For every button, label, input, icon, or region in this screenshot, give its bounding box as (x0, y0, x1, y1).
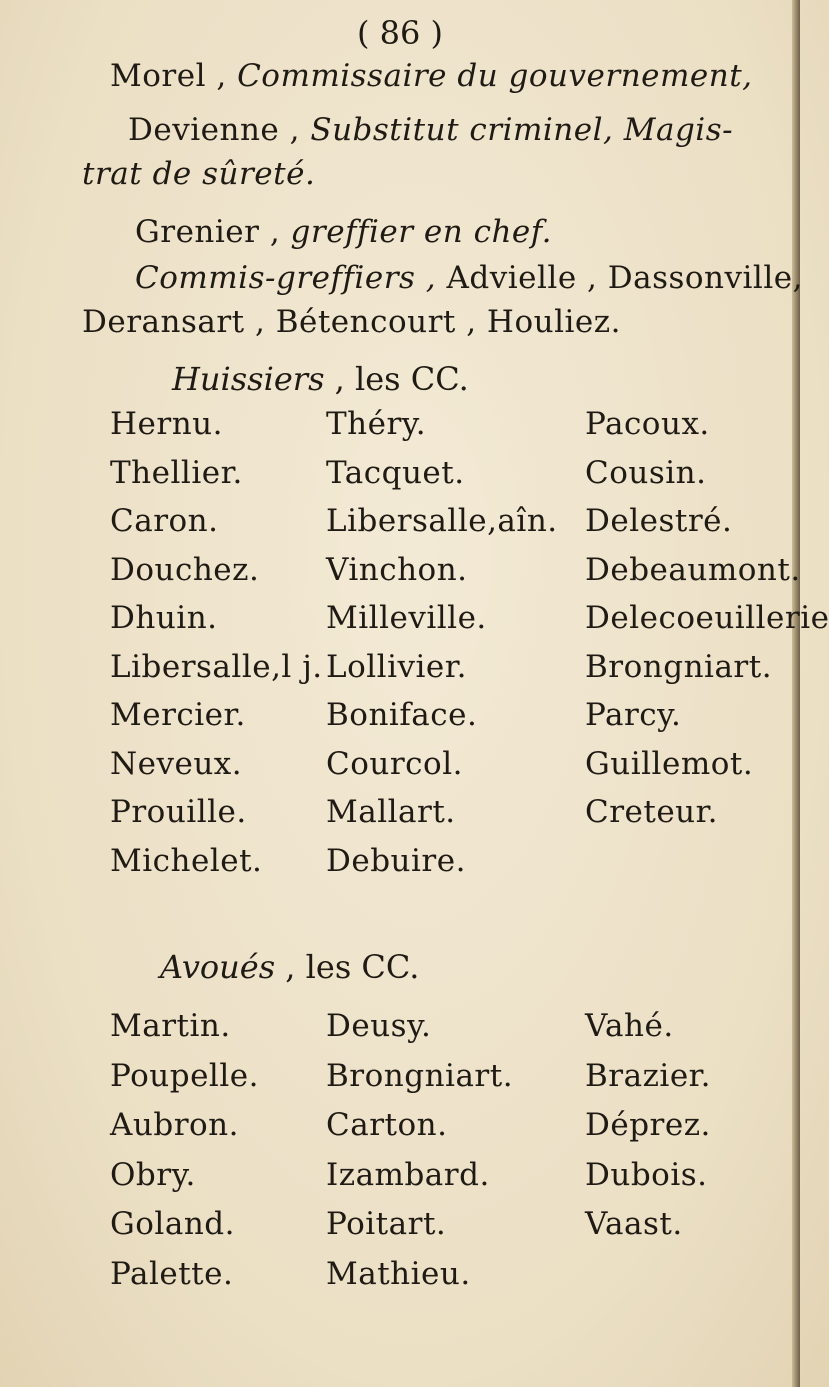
avoue-name: Palette. (110, 1255, 234, 1292)
huissier-name: Creteur. (585, 794, 718, 830)
huissier-name: Tacquet. (326, 454, 465, 491)
huissier-name: Lollivier. (326, 648, 468, 685)
avoue-name: Poitart. (326, 1206, 447, 1242)
huissier-name: Courcol. (326, 745, 463, 782)
huissier-name: Prouille. (110, 794, 247, 830)
commis-names-line2: Deransart , Bétencourt , Houliez. (82, 304, 621, 340)
avoues-heading (160, 948, 419, 986)
huissier-name: Cousin. (585, 454, 707, 491)
huissier-name: Boniface. (326, 697, 478, 733)
huissier-name: Milleville. (326, 600, 487, 636)
page-number: ( 86 ) (356, 14, 444, 52)
morel-role: Commissaire du gouvernement, (237, 58, 753, 94)
huissier-name: Debeaumont. (585, 551, 801, 588)
huissier-name: Douchez. (110, 551, 260, 588)
huissier-name: Parcy. (585, 697, 682, 733)
avoues-heading-suffix: , les CC. (285, 948, 420, 986)
avoue-name: Izambard. (326, 1156, 490, 1193)
huissier-name: Thellier. (110, 454, 243, 491)
huissier-name: Vinchon. (326, 551, 468, 588)
huissier-name: Dhuin. (110, 600, 218, 636)
huissier-name: Brongniart. (585, 648, 773, 685)
avoue-name: Goland. (110, 1206, 235, 1242)
entry-commis (135, 260, 803, 296)
huissier-name: Mallart. (326, 794, 456, 830)
grenier-name: Grenier , (135, 214, 281, 250)
avoue-name: Martin. (110, 1008, 231, 1044)
commis-role: Commis-greffiers , (135, 260, 437, 296)
avoue-name: Brongniart. (326, 1057, 514, 1094)
avoues-heading-label: Avoués (160, 948, 276, 986)
entry-devienne (128, 112, 733, 148)
huissiers-heading-label: Huissiers (172, 360, 325, 398)
avoue-name: Mathieu. (326, 1255, 471, 1292)
huissier-name: Pacoux. (585, 406, 710, 442)
huissier-name: Debuire. (326, 842, 466, 879)
grenier-role: greffier en chef. (290, 214, 552, 250)
huissier-name: Libersalle,l j. (110, 648, 323, 685)
huissier-name: Michelet. (110, 842, 263, 879)
commis-names-line1: Advielle , Dassonville, (446, 260, 803, 296)
avoue-name: Vaast. (585, 1206, 683, 1242)
huissier-name: Neveux. (110, 745, 243, 782)
huissier-name: Théry. (326, 406, 427, 442)
avoue-name: Carton. (326, 1107, 448, 1143)
page-edge (792, 0, 800, 1387)
avoue-name: Obry. (110, 1156, 196, 1193)
entry-morel (110, 58, 753, 94)
huissier-name: Libersalle,aîn. (326, 503, 558, 539)
avoue-name: Déprez. (585, 1107, 711, 1143)
avoue-name: Poupelle. (110, 1057, 259, 1094)
huissiers-heading (172, 360, 469, 398)
huissiers-heading-suffix: , les CC. (334, 360, 469, 398)
avoue-name: Vahé. (585, 1008, 674, 1044)
avoue-name: Dubois. (585, 1156, 708, 1193)
huissier-name: Guillemot. (585, 745, 754, 782)
huissier-name: Hernu. (110, 406, 223, 442)
morel-name: Morel , (110, 58, 227, 94)
avoue-name: Aubron. (110, 1107, 239, 1143)
entry-grenier (135, 214, 552, 250)
huissier-name: Mercier. (110, 697, 246, 733)
huissier-name: Delecoeuillerie (585, 600, 829, 636)
devienne-name: Devienne , (128, 112, 300, 148)
devienne-role-line2: trat de sûreté. (82, 156, 316, 192)
huissier-name: Caron. (110, 503, 219, 539)
avoue-name: Deusy. (326, 1008, 432, 1044)
avoue-name: Brazier. (585, 1057, 711, 1094)
devienne-role-line1: Substitut criminel, Magis- (310, 112, 734, 148)
huissier-name: Delestré. (585, 503, 733, 539)
